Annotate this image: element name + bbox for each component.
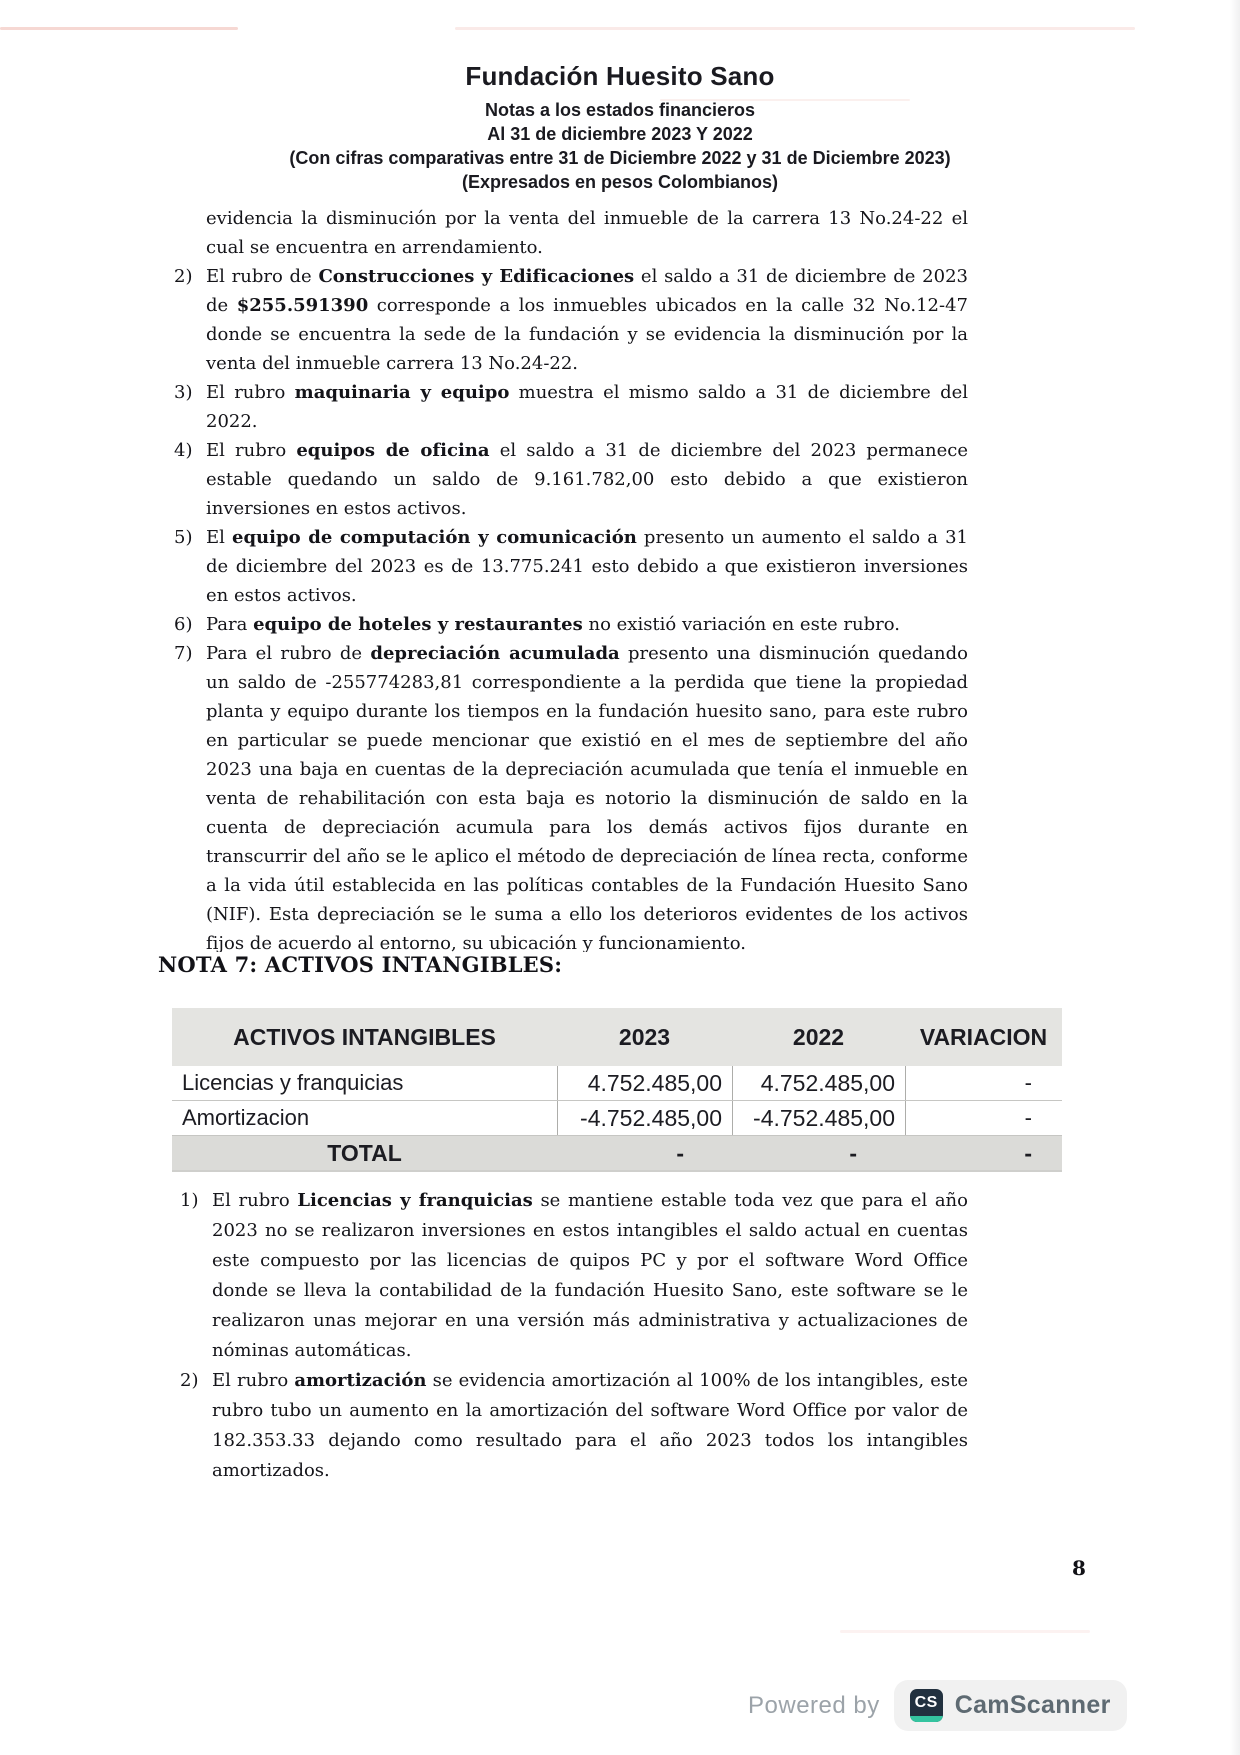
- note-item-computacion: [150, 523, 968, 610]
- row-label: Amortizacion: [182, 1105, 310, 1130]
- powered-by-label: Powered by: [748, 1691, 880, 1719]
- camscanner-logo-teal-bar: [910, 1716, 943, 1722]
- document-header: [0, 60, 1240, 194]
- note-item-text: El rubro de Construcciones y Edificaciones el saldo a 31 de diciembre de 2023 de $255.591390 corresponde a los inmuebles ubicados en la calle 32 No.12-47 donde se encuentra la sede de la fundación y se evidencia la disminución por la venta del inmueble carrera 13 No.24-22.: [206, 266, 968, 374]
- table-header-variacion: VARIACION: [919, 1023, 1048, 1050]
- row-value-2022: -4.752.485,00: [732, 1101, 905, 1135]
- note-item-maquinaria: [150, 378, 968, 436]
- row-value-2023: 4.752.485,00: [557, 1066, 732, 1100]
- note-item-text: Para equipo de hoteles y restaurantes no existió variación en este rubro.: [206, 614, 900, 635]
- scan-artifact-streak: [0, 27, 238, 30]
- row-value-2023: -4.752.485,00: [557, 1101, 732, 1135]
- total-value-2023: -: [676, 1139, 684, 1166]
- scan-edge-shadow: [1230, 0, 1240, 1755]
- table-header-2023: 2023: [618, 1023, 671, 1050]
- note-item-number: 2): [180, 1370, 199, 1391]
- intro-continuation-paragraph: evidencia la disminución por la venta del inmueble de la carrera 13 No.24-22 el cual se encuentra en arrendamiento.: [206, 208, 968, 258]
- notes-list-top: [150, 204, 968, 952]
- scan-artifact-streak: [840, 1630, 1090, 1633]
- note-item-number: 7): [174, 643, 193, 664]
- scan-artifact-streak: [455, 27, 1135, 30]
- row-value-variacion: -: [905, 1066, 1062, 1100]
- note-item-number: 6): [174, 614, 193, 635]
- document-subtitle-1: Notas a los estados financieros: [484, 100, 756, 120]
- camscanner-logo-icon: [910, 1689, 943, 1722]
- camscanner-logo-letters: CS: [914, 1694, 938, 1711]
- note-item-construcciones: [150, 262, 968, 378]
- note-item-text: El rubro equipos de oficina el saldo a 31 de diciembre del 2023 permanece estable quedando un saldo de 9.161.782,00 esto debido a que existieron inversiones en estos activos.: [206, 440, 968, 519]
- note-item-number: 3): [174, 382, 193, 403]
- table-row-licencias: [172, 1066, 1062, 1101]
- note-item-licencias: [150, 1186, 968, 1366]
- document-subtitle-2: Al 31 de diciembre 2023 Y 2022: [487, 124, 753, 144]
- note-item-number: 5): [174, 527, 193, 548]
- note-item-text: Para el rubro de depreciación acumulada presento una disminución quedando un saldo de -255774283,81 correspondiente a la perdida que tiene la propiedad planta y equipo durante los tiempos en la fundación huesito sano, para este rubro en particular se puede mencionar que existió en el mes de septiembre del año 2023 una baja en cuentas de la depreciación acumulada que tenía el inmueble en venta de rehabilitación con esta baja es notorio la disminución de saldo en la cuenta de depreciación acumula para los demás activos fijos durante en transcurrir del año se le aplico el método de depreciación de línea recta, conforme a la vida útil establecida en las políticas contables de la Fundación Huesito Sano (NIF). Esta depreciación se le suma a ello los deterioros evidentes de los activos fijos de acuerdo al entorno, su ubicación y funcionamiento.: [206, 643, 968, 952]
- note-item-equipos-oficina: [150, 436, 968, 523]
- page-number: 8: [1072, 1556, 1086, 1580]
- note-item-number: 2): [174, 266, 193, 287]
- row-value-variacion: -: [905, 1101, 1062, 1135]
- document-subtitle-4: (Expresados en pesos Colombianos): [461, 172, 779, 192]
- total-value-2022: -: [849, 1139, 857, 1166]
- intangibles-table: [172, 1008, 1062, 1172]
- note-item-number: 4): [174, 440, 193, 461]
- row-value-2022: 4.752.485,00: [732, 1066, 905, 1100]
- note-item-text: El rubro maquinaria y equipo muestra el mismo saldo a 31 de diciembre del 2022.: [206, 382, 968, 432]
- document-subtitle-3: (Con cifras comparativas entre 31 de Diciembre 2022 y 31 de Diciembre 2023): [289, 148, 951, 168]
- camscanner-brand-label: CamScanner: [954, 1691, 1111, 1719]
- note-item-depreciacion: [150, 639, 968, 952]
- nota7-heading: NOTA 7: ACTIVOS INTANGIBLES:: [158, 952, 563, 977]
- camscanner-footer: [748, 1680, 1127, 1731]
- note-item-hoteles: [150, 610, 968, 639]
- document-title: Fundación Huesito Sano: [465, 61, 775, 91]
- note-item-text: El equipo de computación y comunicación presento un aumento el saldo a 31 de diciembre del 2023 es de 13.775.241 esto debido a que existieron inversiones en estos activos.: [206, 527, 968, 606]
- table-header-row: [172, 1008, 1062, 1066]
- row-label: Licencias y franquicias: [182, 1070, 404, 1095]
- table-row-amortizacion: [172, 1101, 1062, 1136]
- camscanner-pill: [894, 1680, 1127, 1731]
- note-item-text: El rubro amortización se evidencia amortización al 100% de los intangibles, este rubro tubo un aumento en la amortización del software Word Office por valor de 182.353.33 dejando como resultado para el año 2023 todos los intangibles amortizados.: [212, 1370, 968, 1481]
- table-total-row: [172, 1136, 1062, 1172]
- table-header-activos: ACTIVOS INTANGIBLES: [233, 1023, 496, 1050]
- table-header-2022: 2022: [792, 1023, 845, 1050]
- total-value-variacion: -: [1024, 1139, 1032, 1166]
- note-item-amortizacion: [150, 1366, 968, 1486]
- note-item-text: El rubro Licencias y franquicias se mantiene estable toda vez que para el año 2023 no se realizaron inversiones en estos intangibles el saldo actual en cuentas este compuesto por las licencias de quipos PC y por el software Word Office donde se lleva la contabilidad de la fundación Huesito Sano, este software se le realizaron unas mejorar en una versión más administrativa y actualizaciones de nóminas automáticas.: [212, 1190, 968, 1361]
- total-label: TOTAL: [327, 1139, 402, 1166]
- note-item-number: 1): [180, 1190, 199, 1211]
- notes-list-bottom: [150, 1186, 968, 1516]
